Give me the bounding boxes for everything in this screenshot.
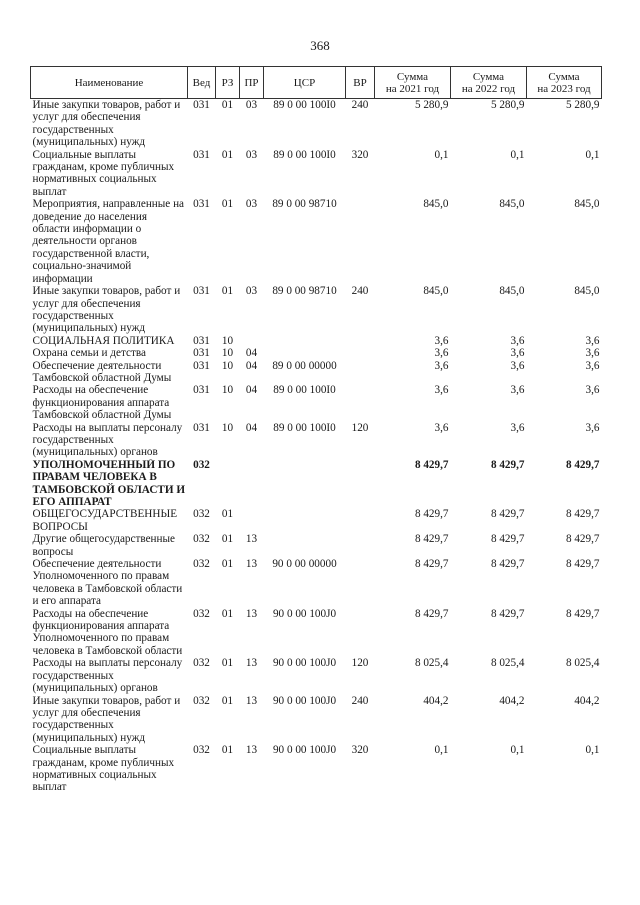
cell-pr: 13: [245, 533, 258, 546]
cell-sum-2023: 3,6: [585, 347, 600, 360]
cell-csr: 89 0 00 100I0: [273, 99, 336, 111]
cell-sum-2022: 3,6: [510, 347, 525, 360]
table-row: [31, 422, 602, 459]
cell-name: Иные закупки товаров, работ и услуг для обеспечения государственных (муниципальных) нужд: [32, 694, 181, 744]
cell-name: УПОЛНОМОЧЕННЫЙ ПО ПРАВАМ ЧЕЛОВЕКА В ТАМБОВСКОЙ ОБЛАСТИ И ЕГО АППАРАТ: [32, 458, 186, 508]
cell-sum-2022: 5 280,9: [490, 99, 525, 111]
table-row: [31, 744, 602, 794]
cell-pr: [240, 335, 264, 347]
table-row: [31, 285, 602, 335]
cell-sum-2021: 8 429,7: [414, 508, 449, 521]
header-ved: Вед: [188, 67, 216, 99]
cell-sum-2023: 8 025,4: [565, 657, 600, 670]
cell-csr: 90 0 00 100J0: [272, 744, 337, 757]
table-row: [31, 558, 602, 608]
cell-csr: 90 0 00 100J0: [272, 694, 337, 707]
cell-name: Мероприятия, направленные на доведение до населения области информации о деятельности органов государственной власти, социально-значимой информации: [32, 198, 185, 285]
cell-ved: 032: [193, 657, 210, 670]
cell-pr: 04: [245, 384, 258, 397]
cell-name: Социальные выплаты гражданам, кроме публичных нормативных социальных выплат: [32, 744, 175, 794]
cell-name: Иные закупки товаров, работ и услуг для обеспечения государственных (муниципальных) нужд: [32, 99, 181, 149]
cell-name: Расходы на обеспечение функционирования аппарата Тамбовской областной Думы: [32, 384, 172, 422]
cell-sum-2022: 3,6: [510, 359, 525, 372]
cell-name: ОБЩЕГОСУДАРСТВЕННЫЕ ВОПРОСЫ: [32, 508, 178, 533]
cell-sum-2022: 3,6: [510, 384, 525, 397]
cell-sum-2023: 8 429,7: [565, 533, 600, 546]
cell-vr: 240: [351, 99, 369, 111]
cell-name: Расходы на выплаты персоналу государственных (муниципальных) органов: [32, 421, 183, 459]
cell-pr: 13: [245, 657, 258, 670]
cell-vr: [346, 508, 375, 533]
cell-sum-2023: 404,2: [574, 694, 600, 707]
cell-sum-2023: 8 429,7: [565, 508, 600, 521]
header-rz: РЗ: [216, 67, 240, 99]
cell-sum-2022: 0,1: [510, 148, 525, 161]
table-row: [31, 347, 602, 359]
cell-csr: 89 0 00 100I0: [273, 421, 336, 434]
cell-sum-2022: 8 429,7: [490, 558, 525, 571]
cell-sum-2021: 0,1: [434, 744, 449, 757]
cell-pr: 04: [245, 347, 258, 360]
cell-pr: 03: [245, 198, 258, 211]
cell-csr: 89 0 00 100I0: [273, 148, 336, 161]
cell-sum-2021: 8 429,7: [414, 558, 449, 571]
table-row: [31, 198, 602, 285]
cell-rz: 01: [221, 694, 234, 707]
cell-vr: [346, 384, 375, 421]
cell-ved: 031: [193, 347, 210, 360]
cell-pr: 04: [245, 421, 258, 434]
cell-rz: 01: [221, 607, 234, 620]
cell-ved: 032: [193, 533, 210, 546]
cell-pr: [240, 508, 264, 533]
cell-vr: [346, 558, 375, 608]
table-row: [31, 335, 602, 347]
cell-csr: 90 0 00 100J0: [272, 657, 337, 670]
cell-csr: 89 0 00 00000: [272, 359, 337, 372]
cell-name: Охрана семьи и детства: [32, 347, 146, 360]
cell-vr: 120: [351, 657, 369, 670]
cell-rz: 01: [221, 744, 234, 757]
cell-ved: 032: [193, 744, 210, 757]
table-row: [31, 657, 602, 694]
cell-name: Обеспечение деятельности Уполномоченного по правам человека в Тамбовской области и его аппарата: [32, 558, 183, 608]
cell-vr: [346, 459, 375, 509]
cell-ved: 032: [193, 508, 210, 521]
cell-sum-2023: 3,6: [585, 359, 600, 372]
cell-sum-2021: 8 025,4: [414, 657, 449, 670]
cell-ved: 031: [193, 99, 210, 111]
cell-sum-2023: 5 280,9: [565, 99, 600, 111]
cell-sum-2021: 0,1: [434, 148, 449, 161]
cell-name: СОЦИАЛЬНАЯ ПОЛИТИКА: [32, 334, 175, 347]
cell-sum-2021: 3,6: [434, 347, 449, 360]
table-header-row: [31, 67, 602, 99]
cell-csr: 89 0 00 100I0: [273, 384, 336, 397]
cell-csr: [264, 533, 346, 558]
cell-sum-2021: 845,0: [423, 198, 449, 211]
cell-ved: 031: [193, 285, 210, 298]
cell-vr: [346, 360, 375, 385]
cell-ved: 032: [193, 458, 210, 471]
cell-sum-2023: 8 429,7: [565, 558, 600, 571]
cell-sum-2023: 0,1: [585, 744, 600, 757]
cell-rz: 01: [221, 657, 234, 670]
cell-sum-2022: 404,2: [499, 694, 525, 707]
cell-rz: 01: [221, 99, 234, 111]
cell-name: Расходы на выплаты персоналу государственных (муниципальных) органов: [32, 657, 183, 695]
table-row: [31, 360, 602, 385]
cell-pr: 13: [245, 694, 258, 707]
cell-csr: [264, 335, 346, 347]
cell-vr: 120: [351, 421, 369, 434]
cell-sum-2023: 845,0: [574, 285, 600, 298]
cell-sum-2022: 8 429,7: [490, 533, 525, 546]
cell-sum-2021: 3,6: [434, 359, 449, 372]
cell-sum-2023: 8 429,7: [565, 607, 600, 620]
cell-sum-2022: 8 429,7: [490, 458, 525, 471]
cell-csr: [264, 347, 346, 359]
cell-sum-2023: 8 429,7: [565, 458, 600, 471]
header-sum-2023: Сумма на 2023 год: [527, 67, 602, 99]
cell-sum-2021: 3,6: [434, 384, 449, 397]
cell-vr: [346, 347, 375, 359]
cell-name: Обеспечение деятельности Тамбовской областной Думы: [32, 359, 172, 384]
cell-name: Другие общегосударственные вопросы: [32, 533, 176, 558]
cell-sum-2022: 3,6: [510, 334, 525, 347]
cell-rz: 01: [221, 508, 234, 521]
cell-sum-2022: 8 429,7: [490, 607, 525, 620]
header-vr: ВР: [346, 67, 375, 99]
cell-rz: 10: [221, 421, 234, 434]
cell-rz: 10: [221, 384, 234, 397]
cell-name: Расходы на обеспечение функционирования аппарата Уполномоченного по правам человека в Тамбовской области: [32, 607, 183, 657]
cell-ved: 032: [193, 558, 210, 571]
cell-vr: 240: [351, 285, 369, 298]
cell-sum-2022: 845,0: [499, 285, 525, 298]
cell-rz: 01: [221, 533, 234, 546]
table-row: [31, 608, 602, 658]
cell-sum-2022: 845,0: [499, 198, 525, 211]
cell-name: Иные закупки товаров, работ и услуг для обеспечения государственных (муниципальных) нужд: [32, 285, 181, 335]
cell-vr: 320: [351, 744, 369, 757]
table-row: [31, 149, 602, 199]
cell-csr: 89 0 00 98710: [272, 285, 337, 298]
cell-vr: [346, 198, 375, 285]
cell-csr: 89 0 00 98710: [272, 198, 337, 211]
cell-ved: 031: [193, 148, 210, 161]
header-sum-2022: Сумма на 2022 год: [451, 67, 527, 99]
cell-sum-2023: 0,1: [585, 148, 600, 161]
budget-table: [30, 66, 602, 794]
cell-sum-2023: 845,0: [574, 198, 600, 211]
cell-rz: 10: [221, 334, 234, 347]
cell-sum-2021: 8 429,7: [414, 607, 449, 620]
header-pr: ПР: [240, 67, 264, 99]
header-name: Наименование: [31, 67, 188, 99]
cell-pr: 13: [245, 558, 258, 571]
cell-pr: 03: [245, 99, 258, 111]
cell-rz: 01: [221, 148, 234, 161]
table-row: [31, 533, 602, 558]
cell-sum-2022: 3,6: [510, 421, 525, 434]
cell-pr: 13: [245, 744, 258, 757]
cell-rz: 01: [221, 285, 234, 298]
cell-rz: 10: [221, 347, 234, 360]
cell-vr: 240: [351, 694, 369, 707]
cell-ved: 031: [193, 334, 210, 347]
cell-sum-2021: 3,6: [434, 334, 449, 347]
cell-pr: [240, 459, 264, 509]
table-row: [31, 695, 602, 745]
cell-sum-2023: 3,6: [585, 334, 600, 347]
page-number: 368: [310, 38, 330, 53]
cell-pr: 03: [245, 148, 258, 161]
cell-ved: 031: [193, 198, 210, 211]
cell-sum-2022: 8 025,4: [490, 657, 525, 670]
cell-sum-2021: 8 429,7: [414, 458, 449, 471]
cell-name: Социальные выплаты гражданам, кроме публичных нормативных социальных выплат: [32, 148, 175, 198]
cell-vr: [346, 533, 375, 558]
cell-sum-2021: 3,6: [434, 421, 449, 434]
table-row: [31, 384, 602, 421]
cell-sum-2023: 3,6: [585, 384, 600, 397]
cell-ved: 031: [193, 359, 210, 372]
cell-pr: 04: [245, 359, 258, 372]
cell-rz: [216, 459, 240, 509]
header-sum-2021: Сумма на 2021 год: [375, 67, 451, 99]
table-row: [31, 99, 602, 149]
cell-csr: [264, 459, 346, 509]
cell-ved: 032: [193, 607, 210, 620]
cell-sum-2023: 3,6: [585, 421, 600, 434]
cell-sum-2022: 8 429,7: [490, 508, 525, 521]
table-row: [31, 508, 602, 533]
table-row: [31, 459, 602, 509]
cell-ved: 032: [193, 694, 210, 707]
cell-sum-2022: 0,1: [510, 744, 525, 757]
cell-csr: 90 0 00 00000: [272, 558, 337, 571]
cell-rz: 01: [221, 198, 234, 211]
cell-sum-2021: 845,0: [423, 285, 449, 298]
cell-vr: [346, 335, 375, 347]
cell-rz: 01: [221, 558, 234, 571]
cell-sum-2021: 404,2: [423, 694, 449, 707]
cell-vr: [346, 608, 375, 658]
cell-rz: 10: [221, 359, 234, 372]
cell-sum-2021: 8 429,7: [414, 533, 449, 546]
cell-pr: 13: [245, 607, 258, 620]
table-body: [31, 99, 602, 794]
cell-vr: 320: [351, 148, 369, 161]
cell-csr: [264, 508, 346, 533]
cell-ved: 031: [193, 384, 210, 397]
cell-ved: 031: [193, 421, 210, 434]
header-csr: ЦСР: [264, 67, 346, 99]
cell-pr: 03: [245, 285, 258, 298]
cell-csr: 90 0 00 100J0: [272, 607, 337, 620]
cell-sum-2021: 5 280,9: [414, 99, 449, 111]
